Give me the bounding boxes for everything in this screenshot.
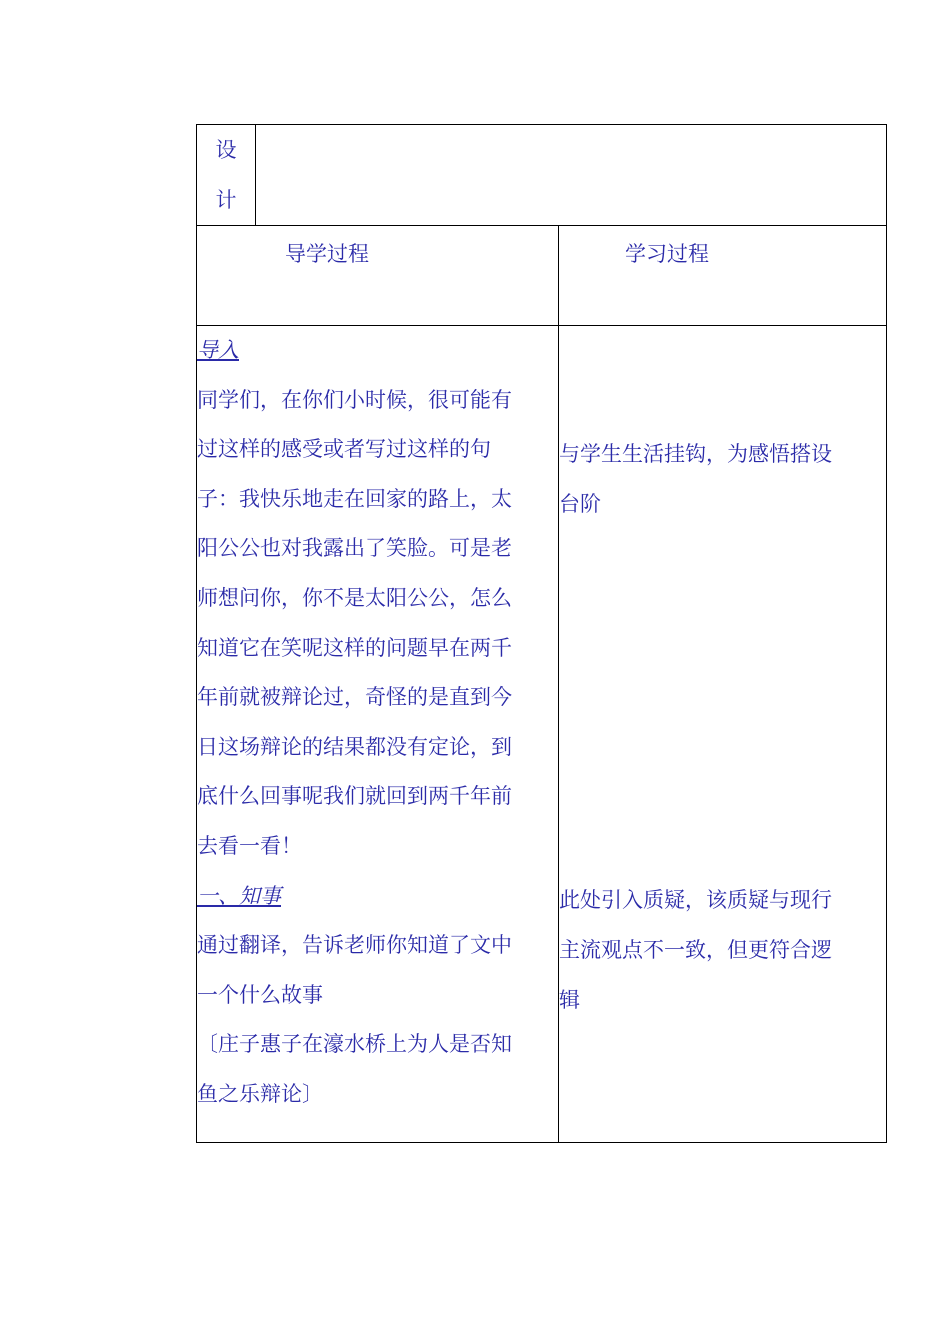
intro-line: 师想问你，你不是太阳公公，怎么 <box>197 585 512 610</box>
guide-process-header: 导学过程 <box>197 226 559 326</box>
lesson-plan-table <box>196 124 887 1143</box>
intro-heading: 导入 <box>197 338 239 362</box>
intro-line: 年前就被辩论过，奇怪的是直到今 <box>197 685 512 710</box>
section1-line: 鱼之乐辩论〕 <box>197 1081 323 1106</box>
intro-line: 知道它在笑呢这样的问题早在两千 <box>197 635 512 660</box>
note2-line: 此处引入质疑，该质疑与现行 <box>559 888 832 913</box>
section1-line: 〔庄子惠子在濠水桥上为人是否知 <box>197 1032 512 1057</box>
design-label-char: 计 <box>215 188 237 212</box>
intro-line: 底什么回事呢我们就回到两千年前 <box>197 784 512 809</box>
section1-heading <box>197 872 558 922</box>
intro-line: 子：我快乐地走在回家的路上，太 <box>197 486 512 511</box>
design-label-cell <box>197 125 256 226</box>
content-row <box>197 326 887 1143</box>
section1-line: 通过翻译，告诉老师你知道了文中 <box>197 933 512 958</box>
section1-line: 一个什么故事 <box>197 982 323 1007</box>
header-row <box>197 226 887 326</box>
section1-title: 知事 <box>239 883 281 908</box>
section1-prefix: 一、 <box>197 883 239 908</box>
note2-line: 辑 <box>559 987 580 1012</box>
intro-line: 去看一看！ <box>197 833 302 858</box>
intro-line: 同学们，在你们小时候，很可能有 <box>197 387 512 412</box>
design-row <box>197 125 887 226</box>
intro-line: 阳公公也对我露出了笑脸。可是老 <box>197 536 512 561</box>
intro-line: 过这样的感受或者写过这样的句 <box>197 437 491 462</box>
guide-process-content <box>197 326 559 1143</box>
design-label-char: 设 <box>215 138 237 162</box>
note1-line: 台阶 <box>559 491 601 516</box>
note2-line: 主流观点不一致，但更符合逻 <box>559 937 832 962</box>
study-process-header: 学习过程 <box>559 226 887 326</box>
study-process-content <box>559 326 887 1143</box>
design-content-cell <box>256 125 887 226</box>
note1-line: 与学生生活挂钩，为感悟搭设 <box>559 442 832 466</box>
intro-line: 日这场辩论的结果都没有定论，到 <box>197 734 512 759</box>
